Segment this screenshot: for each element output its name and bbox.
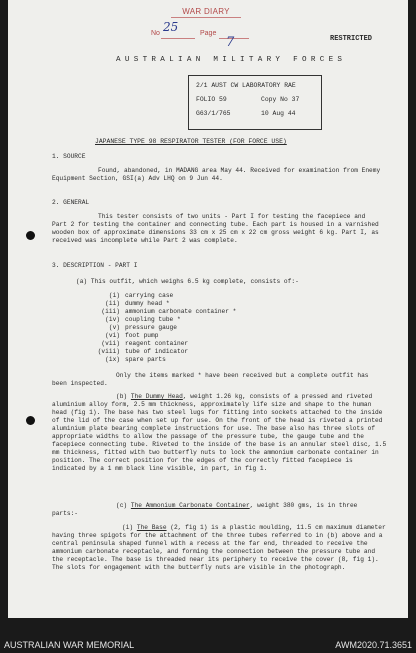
list-item: ammonium carbonate container * xyxy=(125,308,237,315)
footer-accession-number: AWM2020.71.3651 xyxy=(335,640,412,650)
document-page xyxy=(8,0,408,618)
paragraph-c-i-title: The Base xyxy=(136,524,167,531)
paragraph-c-text: , weight 380 gms, is in three parts:- xyxy=(52,502,358,517)
paragraph-c-label: (c) xyxy=(116,502,131,509)
list-item: spare parts xyxy=(125,356,166,363)
reference-box xyxy=(188,75,322,130)
box-unit: 2/1 AUST CW LABORATORY RAE xyxy=(196,82,296,89)
section-1-heading: 1. SOURCE xyxy=(52,153,86,160)
section-2-text: This tester consists of two units - Part I for testing the facepiece and Part 2 for testing the container and connecting tube. Each part is housed in a varnished wooden box of approximate dimensions 33 cm x 25 cm x 22 cm gross weight 6 kg. Part I, as received was incomplete while Part 2 was complete. xyxy=(52,213,379,244)
stamp-no-label: No xyxy=(151,30,160,37)
stamp-page-label: Page xyxy=(200,30,217,37)
box-date: 10 Aug 44 xyxy=(261,110,296,117)
list-item: reagent container xyxy=(125,340,189,347)
list-item: carrying case xyxy=(125,292,174,299)
list-item-number: (vii) xyxy=(101,340,120,347)
section-3-heading: 3. DESCRIPTION - PART I xyxy=(52,262,138,269)
handwritten-page: 7 xyxy=(226,35,235,50)
paragraph-c-i-text: (2, fig 1) is a plastic moulding, 11.5 cm maximum diameter having three spigots for the attachment of the three tubes referred to in (b) above and a central peninsula shaped funnel with a recess at the far end, threaded to receive the ammonium carbonate receptacle, and forming the connection between the pressure tube and the receptacle. The base is threaded near its periphery to receive the cover (8, fig 1). The slots for engagement with the butterfly nuts are visible in the photograph. xyxy=(52,524,386,571)
section-3-intro: (a) This outfit, which weighs 6.5 kg complete, consists of:- xyxy=(76,278,299,285)
document-title: JAPANESE TYPE 98 RESPIRATOR TESTER (FOR FORCE USE) xyxy=(95,138,287,145)
paragraph-b xyxy=(52,393,388,473)
handwritten-no: 25 xyxy=(163,20,179,34)
list-item: coupling tube * xyxy=(125,316,181,323)
restricted-label: RESTRICTED xyxy=(330,35,373,43)
box-copy: Copy No 37 xyxy=(261,96,300,103)
paragraph-c xyxy=(52,502,382,518)
footer-source: AUSTRALIAN WAR MEMORIAL xyxy=(4,640,135,650)
list-item-number: (iii) xyxy=(101,308,120,315)
list-item: dummy head * xyxy=(125,300,170,307)
list-item: foot pump xyxy=(125,332,159,339)
list-item-number: (ix) xyxy=(105,356,120,363)
paragraph-b-label: (b) xyxy=(116,393,131,400)
section-1-text: Found, abandoned, in MADANG area May 44. Received for examination from Enemy Equipment Section, GSI(a) Adv LHQ on 9 Jun 44. xyxy=(52,167,381,182)
war-diary-stamp: WAR DIARY xyxy=(171,7,241,18)
punch-hole xyxy=(26,231,35,240)
list-item-number: (i) xyxy=(108,292,120,299)
section-2-heading: 2. GENERAL xyxy=(52,199,90,206)
page-heading: AUSTRALIAN MILITARY FORCES xyxy=(116,56,347,64)
paragraph-b-title: The Dummy Head xyxy=(130,393,183,400)
items-note: Only the items marked * have been received but a complete outfit has been inspected. xyxy=(52,372,369,387)
paragraph-c-i-label: (i) xyxy=(122,524,137,531)
list-item-number: (ii) xyxy=(105,300,120,307)
box-folio: FOLIO 59 xyxy=(196,96,227,103)
list-item-number: (v) xyxy=(108,324,120,331)
paragraph-c-i xyxy=(52,524,388,572)
paragraph-b-text: , weight 1.26 kg, consists of a pressed and riveted aluminium alloy form, 2.5 mm thickness, approximately life size and shape to the human head (fig 1). The base has two steel lugs for fitting into sockets attached to the inside of the lid of the case when set up for use. On the front of the head is riveted a printed aluminium plate bearing complete instructions for use. The base also has three slots of appropriate widths to allow the passage of the pressure tube, the gauge tube and the facepiece connecting tube. Riveted to the inside of the base is an annular steel disc, 1.5 mm thickness, fitted with two butterfly nuts to lock the ammonium carbonate container in position. The correct position for the edges of the correctly fitted facepiece is indicated by a 1 mm black line visible, in part, in fig 1. xyxy=(52,393,387,472)
list-item-number: (iv) xyxy=(105,316,120,323)
punch-hole xyxy=(26,416,35,425)
paragraph-c-title: The Ammonium Carbonate Container xyxy=(130,502,250,509)
stamp-no-line xyxy=(161,38,195,39)
list-item-number: (viii) xyxy=(97,348,120,355)
list-item: tube of indicator xyxy=(125,348,189,355)
list-item-number: (vi) xyxy=(105,332,120,339)
list-item: pressure gauge xyxy=(125,324,177,331)
box-ref: G63/1/765 xyxy=(196,110,231,117)
